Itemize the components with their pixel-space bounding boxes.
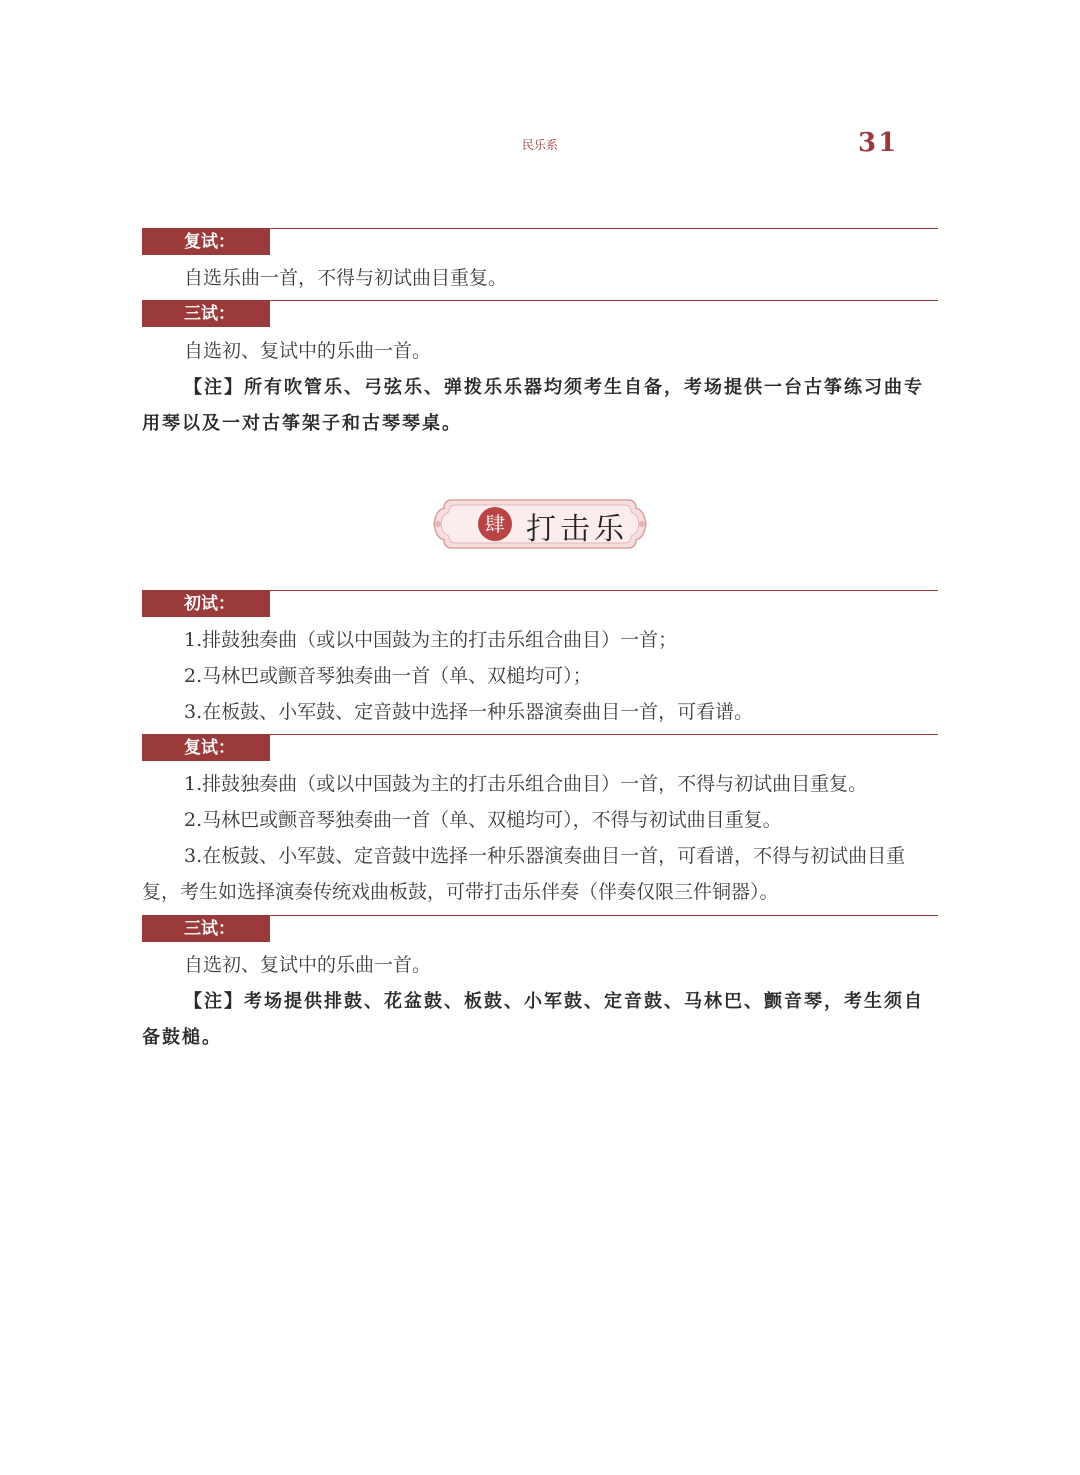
- section-label-text: 复试：: [142, 735, 270, 761]
- section-label-text: 复试：: [142, 229, 270, 255]
- section-label-third-2: [142, 915, 938, 942]
- retest-paragraph: 自选乐曲一首，不得与初试曲目重复。: [184, 267, 508, 289]
- page-number: 31: [858, 128, 899, 158]
- list-item: 2.马林巴或颤音琴独奏曲一首（单、双槌均可）；: [184, 665, 592, 687]
- seal-badge: 肆: [478, 507, 512, 541]
- section-label-first: [142, 590, 938, 617]
- section-title: 打击乐: [526, 512, 628, 547]
- list-item: 3.在板鼓、小军鼓、定音鼓中选择一种乐器演奏曲目一首，可看谱。: [184, 701, 754, 723]
- section-banner: [430, 496, 650, 552]
- section-label-text: 初试：: [142, 591, 270, 617]
- section-label-text: 三试：: [142, 301, 270, 327]
- running-header-department: 民乐系: [521, 138, 558, 152]
- section-label-text: 三试：: [142, 916, 270, 942]
- list-item: 1.排鼓独奏曲（或以中国鼓为主的打击乐组合曲目）一首，不得与初试曲目重复。: [184, 773, 868, 795]
- section-label-third: [142, 300, 938, 327]
- third-paragraph: 自选初、复试中的乐曲一首。: [184, 340, 432, 362]
- third-paragraph-2: 自选初、复试中的乐曲一首。: [184, 954, 432, 976]
- list-item: 1.排鼓独奏曲（或以中国鼓为主的打击乐组合曲目）一首；: [184, 629, 678, 651]
- list-item: 2.马林巴或颤音琴独奏曲一首（单、双槌均可），不得与初试曲目重复。: [184, 809, 782, 831]
- list-item: 3.在板鼓、小军鼓、定音鼓中选择一种乐器演奏曲目一首，可看谱，不得与初试曲目重复，考生如选择演奏传统戏曲板鼓，可带打击乐伴奏（伴奏仅限三件铜器）。: [142, 845, 906, 903]
- note-paragraph: 【注】所有吹管乐、弓弦乐、弹拨乐乐器均须考生自备，考场提供一台古筝练习曲专用琴以及一对古筝架子和古琴琴桌。: [142, 377, 924, 434]
- section-label-retest-2: [142, 734, 938, 761]
- section-label-retest: [142, 228, 938, 255]
- note-paragraph-2: 【注】考场提供排鼓、花盆鼓、板鼓、小军鼓、定音鼓、马林巴、颤音琴，考生须自备鼓槌。: [142, 991, 924, 1048]
